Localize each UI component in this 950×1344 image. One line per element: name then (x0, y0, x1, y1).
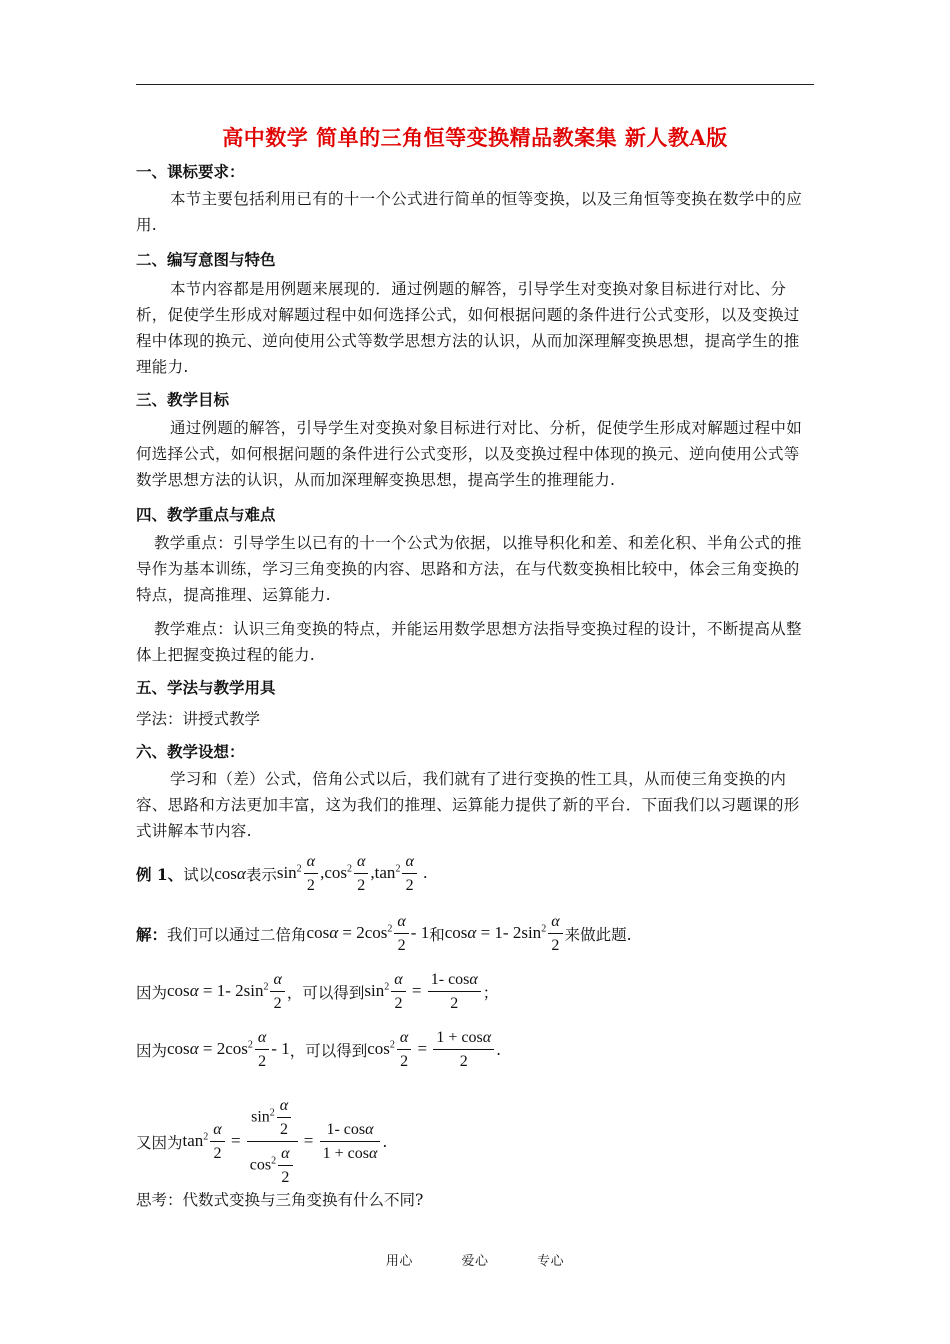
period: . (382, 1133, 388, 1151)
cos-half-angle-result: $\cos^2$ $\frac{\alpha}{2}$ = $\frac{1 + \cos\alpha}{2}$ (367, 1028, 496, 1072)
formula-targets: $\sin^2$ $\frac{\alpha}{2}$ $,\cos^2$ $\frac{\alpha}{2}$ $,\tan^2$ $\frac{\alpha}{2}$ . (276, 853, 428, 894)
think-question: 思考：代数式变换与三角变换有什么不同? (136, 1191, 424, 1209)
sin-half-angle-result: $\sin^2$ $\frac{\alpha}{2}$ = $\frac{1- \cos\alpha}{2}$ (364, 970, 482, 1014)
because-label: 因为 (136, 984, 168, 1002)
cos-identity-sin: cosα = 1- $2\sin^2$ $\frac{\alpha}{2}$ (167, 970, 287, 1014)
double-angle-formula-1: $\cos\alpha = 2\cos^2$ $\frac{\alpha}{2}$ - 1 (306, 913, 430, 954)
section-3-text: 通过例题的解答，引导学生对变换对象目标进行对比、分析，促使学生形成对解题过程中如何选择公式，如何根据问题的条件进行公式变形，以及变换过程中体现的换元、逆向使用公式等数学思想方法的认识，从而加深理解变换思想，提高学生的推理能力. (136, 419, 803, 489)
solution-and: 和 (429, 926, 445, 944)
derivation-sin (136, 970, 814, 1014)
page-footer (0, 1250, 950, 1269)
section-4-key-points: 教学重点：引导学生以已有的十一个公式为依据，以推导积化和差、和差化积、半角公式的推导作为基本训练，学习三角变换的内容、思路和方法，在与代数变换相比较中，体会三角变换的特点，提高推理、运算能力. (136, 534, 802, 604)
period: . (496, 1041, 502, 1059)
section-1-heading: 一、课标要求： (136, 162, 245, 181)
solution-end: 来做此题. (564, 926, 632, 944)
also-because-label: 又因为 (136, 1134, 183, 1152)
solution-text: 我们可以通过二倍角 (167, 926, 307, 944)
section-4-difficulties: 教学难点：认识三角变换的特点，并能运用数学思想方法指导变换过程的设计，不断提高从整体上把握变换过程的能力. (136, 620, 802, 664)
section-2-text: 本节内容都是用例题来展现的．通过例题的解答，引导学生对变换对象目标进行对比、分析，促使学生形成对解题过程中如何选择公式，如何根据问题的条件进行公式变形，以及变换过程中体现的换元、逆向使用公式等数学思想方法的认识，从而加深理解变换思想，提高学生的推理能力. (136, 280, 800, 376)
cos-identity-cos: $\cos\alpha = 2\cos^2$ $\frac{\alpha}{2}$ - 1 (167, 1029, 290, 1070)
example-label: 例 1、 (136, 865, 184, 884)
tan-half-angle-result: $\tan^2$ $\frac{\alpha}{2}$ = $\sin^2$ $\frac{\alpha}{2}$ $\cos^2$ $\frac{\alpha}{2}$ = $\frac{1- \cos\alpha}{1 + \cos\alpha}$ (183, 1096, 383, 1188)
footer-item: 用心 (385, 1254, 413, 1269)
section-6-heading: 六、教学设想： (136, 742, 245, 761)
solution-line (136, 912, 814, 956)
section-3-heading: 三、教学目标 (136, 390, 230, 409)
solution-label: 解： (136, 925, 168, 944)
example-1-statement (136, 852, 814, 896)
section-1-text: 本节主要包括利用已有的十一个公式进行简单的恒等变换，以及三角恒等变换在数学中的应用. (136, 190, 803, 234)
document-title: 高中数学 简单的三角恒等变换精品教案集 新人教A版 (222, 125, 728, 150)
section-5-heading: 五、学法与教学用具 (136, 678, 276, 697)
get-label: ，可以得到 (289, 1042, 368, 1060)
section-4-heading: 四、教学重点与难点 (136, 505, 276, 524)
footer-item: 专心 (537, 1254, 565, 1269)
get-label: ，可以得到 (286, 984, 365, 1002)
section-6-text: 学习和（差）公式，倍角公式以后，我们就有了进行变换的性工具，从而使三角变换的内容、思路和方法更加丰富，这为我们的推理、运算能力提供了新的平台．下面我们以习题课的形式讲解本节内容. (136, 770, 800, 840)
semicolon: ； (482, 984, 499, 1002)
double-angle-formula-2: cosα = 1- $2\sin^2$ $\frac{\alpha}{2}$ (445, 912, 565, 956)
because-label: 因为 (136, 1042, 168, 1060)
section-2-heading: 二、编写意图与特色 (136, 250, 276, 269)
example-prompt: 试以 (183, 866, 215, 884)
example-prompt-2: 表示 (245, 866, 277, 884)
derivation-tan (136, 1096, 814, 1188)
section-5-text: 学法：讲授式教学 (136, 710, 261, 728)
footer-item: 爱心 (461, 1254, 489, 1269)
header-rule (136, 84, 814, 85)
derivation-cos (136, 1028, 814, 1072)
cos-alpha: cosα (214, 864, 246, 883)
